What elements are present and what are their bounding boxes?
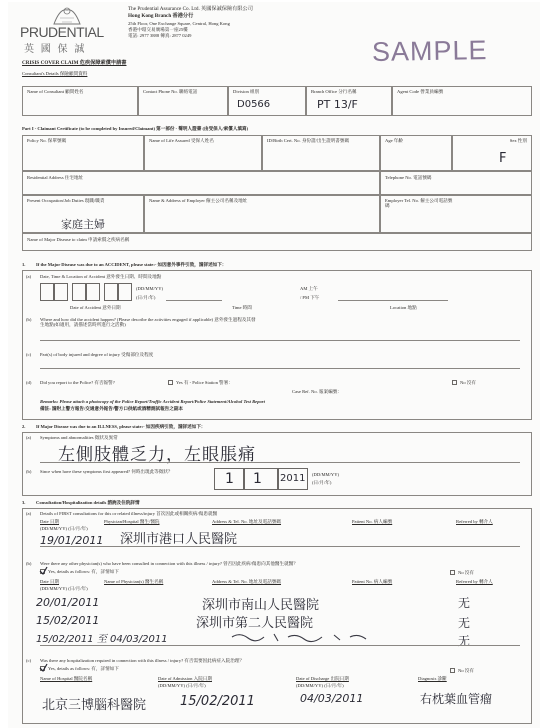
accident-date-caption: Date of Accident 意外日期 [70, 305, 121, 310]
q3b-yes-text: Yes, details as follows: 有，詳情如下 [48, 569, 119, 574]
police-yes-text: Yes 有 - Police Station 警署： [176, 380, 233, 385]
q1b-label: (b) [26, 317, 32, 322]
q1-number: 1. [22, 262, 26, 267]
q2b-label: (b) [26, 469, 32, 474]
prudential-logo [20, 4, 104, 55]
q3b-row2-referred: 无 [458, 616, 471, 630]
q3c-text: Was there any hospitalization required in connection with this illness / injury? 有否需要因此病症入院治理？ [40, 658, 245, 663]
age-label: Age 年齡 [385, 138, 403, 143]
id-no-label: ID/Birth Cert. No. 身份證/出生證明書號碼 [267, 138, 350, 143]
q3b-row3-referred: 无 [458, 634, 471, 648]
lady-logo-icon [50, 4, 84, 26]
consultant-name-label: Name of Consultant 顧問姓名 [27, 89, 84, 94]
illegible-handwriting-icon [230, 631, 380, 643]
telephone-label: Telephone No. 電話號碼 [385, 175, 432, 180]
accident-time-line[interactable] [166, 300, 222, 301]
q3b-row1-date: 20/01/2011 [36, 596, 100, 609]
q1c-label: (c) [26, 352, 32, 357]
occupation-label: Present Occupation/Job Duties 現職/職責 [27, 198, 105, 203]
logo-text-zh: 英 國 保 誠 [24, 44, 87, 55]
q1c-line[interactable] [40, 368, 520, 369]
agent-code-label: Agent Code 營業員編號 [397, 89, 444, 94]
q3-title: Consultation/Hospitalization details 諮詢及住院詳情 [36, 500, 140, 505]
q3b-yes-checkbox[interactable] [40, 569, 45, 574]
telephone-cell[interactable] [380, 171, 532, 195]
q3c-header-admission: Date of Admission 入院日期 [158, 676, 212, 681]
q1c-text: Part(s) of body injured and degree of injury 受傷部位及程度 [40, 352, 154, 357]
q3b-date-format: (DD/MM/YY) (日/月/年) [40, 586, 88, 591]
q3c-label: (c) [26, 658, 32, 663]
q3c-header-diagnosis: Diagnosis 診斷 [418, 676, 447, 681]
am-label: AM 上午 [300, 286, 318, 291]
residential-address-cell[interactable] [22, 171, 380, 195]
accident-date-box-4[interactable] [86, 283, 100, 301]
q1d-label: (d) [26, 380, 32, 385]
date-format-zh: (日/月/年) [136, 295, 156, 300]
company-name: The Prudential Assurance Co. Ltd. 英國保誠保險有限公司 [128, 6, 253, 12]
age-cell[interactable] [380, 135, 452, 171]
q1a-label: (a) [26, 274, 32, 279]
id-no-cell[interactable] [262, 135, 380, 171]
employer-tel-cell[interactable] [380, 195, 532, 233]
q3c-no-checkbox[interactable] [450, 668, 455, 673]
consultant-section-label: Consultant's Details 保險顧問資料 [22, 71, 88, 76]
q3a-text: Details of FIRST consultations for this or related illness/injury 首次因此或相關疾病/傷患就醫 [40, 511, 218, 516]
location-caption: Location 地點 [390, 305, 417, 310]
address-en: 25th Floor, One Exchange Square, Central, Hong Kong [128, 21, 230, 26]
q3a-header-referred: Referred by 轉介人 [456, 519, 493, 524]
employer-tel-label: Employer Tel. No. 僱主公司電話號碼 [385, 198, 453, 208]
checkmark-icon [39, 566, 48, 575]
q1b-text: Where and how did the accident happen? (Please describe the activities engaged if applicable) 意外發生過程及其發生地點(如適用，請描述當時所進行之活動) [40, 317, 256, 327]
symptom-year-box[interactable] [278, 468, 308, 490]
division-label: Division 組別 [233, 89, 260, 94]
q1a-text: Date, Time & Location of Accident 意外發生日期、時間及地點 [40, 274, 162, 279]
major-disease-cell[interactable] [22, 233, 532, 251]
address-zh: 香港中環交易廣場第一座25樓 [128, 27, 188, 32]
q3a-line[interactable] [40, 546, 520, 547]
q3b-header-date: Date 日期 [40, 579, 60, 584]
symptom-month-box[interactable] [244, 468, 278, 490]
q3a-header-physician: Physician/Hospital 醫生/醫院 [104, 519, 160, 524]
q3b-header-patient-no: Patient No. 病人編號 [352, 579, 393, 584]
q3b-no-text: No 沒有 [458, 570, 474, 575]
branch-office-cell[interactable] [306, 86, 392, 116]
q3a-header-address: Address & Tel. No. 地址及電話號碼 [212, 519, 282, 524]
symptom-month-value: 1 [253, 471, 262, 487]
sample-stamp: SAMPLE [371, 34, 488, 68]
q3a-header-patient-no: Patient No. 病人編號 [352, 519, 393, 524]
q1b-line[interactable] [40, 340, 520, 341]
q3c-header-hospital: Name of Hospital 醫院名稱 [40, 676, 93, 681]
sex-label: Sex 性別 [509, 138, 527, 143]
police-no-text: No 沒有 [460, 380, 476, 385]
q3c-admission-format: (DD/MM/YY) (日/月/年) [158, 683, 206, 688]
q3b-no-checkbox[interactable] [450, 570, 455, 575]
q3b-row2-date: 15/02/2011 [36, 614, 100, 627]
q3c-hospital-value: 北京三博腦科醫院 [42, 698, 147, 713]
accident-date-box-5[interactable] [104, 283, 118, 301]
date-format: (DD/MM/YY) [136, 286, 164, 291]
consultant-phone-label: Contact Phone No. 聯絡電話 [143, 89, 198, 94]
checkmark-icon [39, 663, 48, 672]
q3b-row1-physician: 深圳市南山人民醫院 [202, 598, 320, 613]
time-caption: Time 時間 [232, 305, 252, 310]
q3b-header-address: Address & Tel. No. 地址及電話號碼 [212, 579, 282, 584]
police-no-checkbox[interactable] [452, 380, 457, 385]
policy-no-label: Policy No. 保單號碼 [27, 138, 67, 143]
accident-location-line[interactable] [338, 300, 448, 301]
employer-label: Name & Address of Employer 僱主公司名稱及地址 [149, 198, 248, 203]
q3-number: 3. [22, 500, 26, 505]
occupation-cell[interactable] [22, 195, 144, 233]
branch-office-label: Branch Office 分行名稱 [311, 89, 357, 94]
q3c-discharge-value: 04/03/2011 [300, 692, 364, 705]
symptom-day-box[interactable] [214, 468, 244, 490]
q3c-yes-checkbox[interactable] [40, 666, 45, 671]
q3b-header-physician: Name of Physician(s) 醫生名稱 [104, 579, 164, 584]
sex-value: F [499, 151, 507, 166]
q2a-text: Symptoms and abnormalities 徵狀及異常 [40, 435, 118, 440]
q1-title: If the Major Disease was due to an ACCIDENT, please state:- 如因意外事件引致，請詳述如下： [36, 262, 227, 267]
q3c-header-discharge: Date of Discharge 出院日期 [296, 676, 349, 681]
employer-cell[interactable] [144, 195, 380, 233]
q3b-row3-date: 15/02/2011 至 04/03/2011 [36, 634, 168, 645]
q3a-date-value: 19/01/2011 [40, 534, 104, 547]
q1-remarks-zh: 備註: 請附上警方報告/交通意外報告/警方口供紙或酒精測試報告之副本 [40, 406, 184, 411]
q3b-text: Were there any other physician(s) who have been consulted in connection with this illness / injury? 曾否因此疾病/傷患向其他醫生就醫？ [40, 561, 298, 566]
q3c-yes-text: Yes, details as follows: 有，詳情如下 [48, 666, 119, 671]
case-ref-text: Case Ref. No. 報案編號： [292, 389, 342, 394]
residential-address-label: Residential Address 住宅地址 [27, 175, 84, 180]
q2b-format-zh: (日/月/年) [312, 480, 332, 485]
q3a-header-date: Date 日期 [40, 519, 60, 524]
symptom-day-value: 1 [225, 471, 234, 487]
q3a-date-format: (DD/MM/YY) (日/月/年) [40, 526, 88, 531]
pm-label: / PM 下午 [300, 295, 320, 300]
q2a-label: (a) [26, 435, 32, 440]
major-disease-label: Name of Major Disease to claim 申請索償之疾病名稱 [27, 237, 130, 242]
symptoms-value: 左側肢體乏力，左眼脹痛 [58, 445, 256, 465]
q2-title: If Major Disease was due to an ILLNESS, please state:- 如因疾病引致，請詳述如下： [36, 424, 206, 429]
q2b-format: (DD/MM/YY) [312, 472, 340, 477]
policy-no-cell[interactable] [22, 135, 144, 171]
consultant-name-cell[interactable] [22, 86, 138, 116]
branch-name: Hong Kong Branch 香港分行 [128, 13, 194, 19]
accident-date-box-3[interactable] [72, 283, 86, 301]
q3a-hospital-value: 深圳市港口人民醫院 [120, 532, 238, 547]
symptom-year-value: 2011 [280, 473, 306, 484]
q3a-label: (a) [26, 511, 32, 516]
consultant-phone-cell[interactable] [138, 86, 228, 116]
branch-office-value: PT 13/F [317, 98, 358, 111]
q3b-line[interactable] [40, 645, 520, 646]
logo-text-en: PRUDENTIAL [20, 24, 104, 40]
sex-cell[interactable] [452, 135, 532, 171]
division-cell[interactable] [228, 86, 306, 116]
q3b-header-referred: Referred by 轉介人 [456, 579, 493, 584]
q3b-row1-referred: 无 [458, 596, 471, 610]
q3c-diagnosis-value: 右枕葉血管瘤 [420, 692, 493, 706]
form-title: CRISIS COVER CLAIM 危疾保障索償申請書 [22, 60, 127, 66]
accident-date-box-2[interactable] [54, 283, 68, 301]
part1-title: Part I - Claimant Certificate (to be completed by Insured/Claimant) 第一部份 - 聲明人證書 (由受保人/索償人填寫) [22, 126, 249, 131]
q3c-no-text: No 沒有 [458, 668, 474, 673]
agent-code-cell[interactable] [392, 86, 532, 116]
division-value: D0566 [237, 99, 271, 110]
q3c-admission-value: 15/02/2011 [180, 694, 255, 709]
occupation-value: 家庭主婦 [61, 218, 105, 231]
q3b-label: (b) [26, 561, 32, 566]
q3b-row3-physician-scribble [230, 630, 380, 642]
q1-remarks: Remarks: Please attach a photocopy of the Police Report/Traffic Accident Report/Police Statement/Alcohol Test Report [40, 399, 265, 404]
phone-fax: 電話: 2977 3888 傳真: 2877 0249 [128, 33, 192, 38]
q2-number: 2. [22, 424, 26, 429]
q3c-discharge-format: (DD/MM/YY) (日/月/年) [296, 683, 344, 688]
accident-date-box-6[interactable] [118, 283, 132, 301]
police-yes-checkbox[interactable] [168, 380, 173, 385]
life-insured-cell[interactable] [144, 135, 262, 171]
q2a-line[interactable] [40, 462, 520, 463]
accident-date-box-1[interactable] [40, 283, 54, 301]
life-insured-label: Name of Life Assured 受保人姓名 [149, 138, 214, 143]
q2b-text: Since when have these symptoms first appeared? 何時出現此等徵狀？ [40, 469, 173, 474]
q3b-row2-physician: 深圳市第二人民醫院 [196, 616, 314, 631]
q1d-text: Did you report to the Police? 有否報警? [40, 380, 115, 385]
